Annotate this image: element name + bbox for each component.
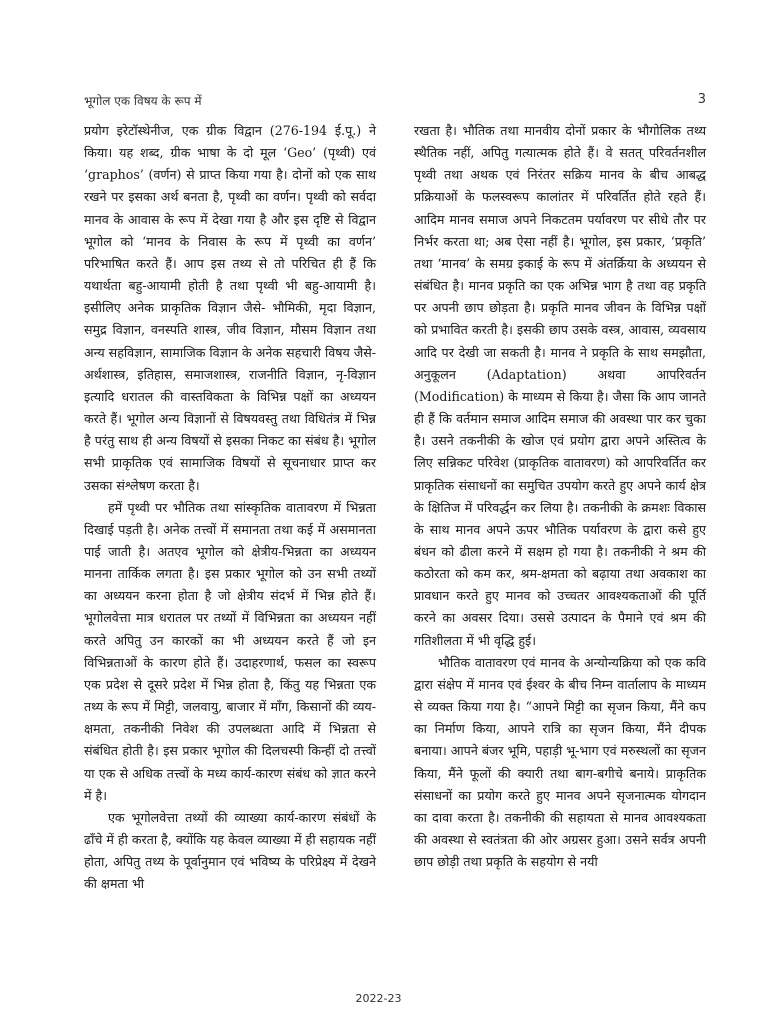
footer-year: 2022-23 [355,992,402,1005]
chapter-title: भूगोल एक विषय के रूप में [84,94,202,108]
left-column [84,120,376,895]
paragraph: रखता है। भौतिक तथा मानवीय दोनों प्रकार के भौगोलिक तथ्य स्थैतिक नहीं, अपितु गत्यात्मक होते हैं। वे सतत् परिवर्तनशील पृथ्वी तथा अथक एवं निरंतर सक्रिय मानव के बीच आबद्ध प्रक्रियाओं के फलस्वरूप कालांतर में परिवर्तित होते रहते हैं। आदिम मानव समाज अपने निकटतम पर्यावरण पर सीधे तौर पर निर्भर करता था; अब ऐसा नहीं है। भूगोल, इस प्रकार, ‘प्रकृति’ तथा ‘मानव’ के समग्र इकाई के रूप में अंतर्क्रिया के अध्ययन से संबंधित है। मानव प्रकृति का एक अभिन्न भाग है तथा वह प्रकृति पर अपनी छाप छोड़ता है। प्रकृति मानव जीवन के विभिन्न पक्षों को प्रभावित करती है। इसकी छाप उसके वस्त्र, आवास, व्यवसाय आदि पर देखी जा सकती है। मानव ने प्रकृति के साथ समझौता, अनुकूलन (Adaptation) अथवा आपरिवर्तन (Modification) के माध्यम से किया है। जैसा कि आप जानते ही हैं कि वर्तमान समाज आदिम समाज की अवस्था पार कर चुका है। उसने तकनीकी के खोज एवं प्रयोग द्वारा अपने अस्तित्व के लिए सन्निकट परिवेश (प्राकृतिक वातावरण) को आपरिवर्तित कर प्राकृतिक संसाधनों का समुचित उपयोग करते हुए अपने कार्य क्षेत्र के क्षितिज में परिवर्द्धन कर लिया है। तकनीकी के क्रमशः विकास के साथ मानव अपने ऊपर भौतिक पर्यावरण के द्वारा कसे हुए बंधन को ढीला करने में सक्षम हो गया है। तकनीकी ने श्रम की कठोरता को कम कर, श्रम-क्षमता को बढ़ाया तथा अवकाश का प्रावधान करते हुए मानव को उच्चतर आवश्यकताओं की पूर्ति करने का अवसर दिया। उससे उत्पादन के पैमाने एवं श्रम की गतिशीलता में भी वृद्धि हुई। [414,123,706,648]
paragraph: एक भूगोलवेत्ता तथ्यों की व्याख्या कार्य-कारण संबंधों के ढाँचे में ही करता है, क्योंकि यह केवल व्याख्या में ही सहायक नहीं होता, अपितु तथ्य के पूर्वानुमान एवं भविष्य के परिप्रेक्ष्य में देखने की क्षमता भी [84,809,376,892]
paragraph: भौतिक वातावरण एवं मानव के अन्योन्यक्रिया को एक कवि द्वारा संक्षेप में मानव एवं ईश्वर के बीच निम्न वार्तालाप के माध्यम से व्यक्त किया गया है। “आपने मिट्टी का सृजन किया, मैंने कप का निर्माण किया, आपने रात्रि का सृजन किया, मैंने दीपक बनाया। आपने बंजर भूमि, पहाड़ी भू-भाग एवं मरुस्थलों का सृजन किया, मैंने फूलों की क्यारी तथा बाग-बगीचे बनाये। प्राकृतिक संसाधनों का प्रयोग करते हुए मानव अपने सृजनात्मक योगदान का दावा करता है। तकनीकी की सहायता से मानव आवश्यकता की अवस्था से स्वतंत्रता की ओर अग्रसर हुआ। उसने सर्वत्र अपनी छाप छोड़ी तथा प्रकृति के सहयोग से नयी [414,654,706,870]
page-number: 3 [697,92,706,107]
paragraph: प्रयोग इरेटॉस्थेनीज, एक ग्रीक विद्वान (276-194 ई.पू.) ने किया। यह शब्द, ग्रीक भाषा के दो मूल ‘Geo’ (पृथ्वी) एवं ‘graphos’ (वर्णन) से प्राप्त किया गया है। दोनों को एक साथ रखने पर इसका अर्थ बनता है, पृथ्वी का वर्णन। पृथ्वी को सर्वदा मानव के आवास के रूप में देखा गया है और इस दृष्टि से विद्वान भूगोल को ‘मानव के निवास के रूप में पृथ्वी का वर्णन’ परिभाषित करते हैं। आप इस तथ्य से तो परिचित ही हैं कि यथार्थता बहु-आयामी होती है तथा पृथ्वी भी बहु-आयामी है। इसीलिए अनेक प्राकृतिक विज्ञान जैसे- भौमिकी, मृदा विज्ञान, समुद्र विज्ञान, वनस्पति शास्त्र, जीव विज्ञान, मौसम विज्ञान तथा अन्य सहविज्ञान, सामाजिक विज्ञान के अनेक सहचारी विषय जैसे- अर्थशास्त्र, इतिहास, समाजशास्त्र, राजनीति विज्ञान, नृ-विज्ञान इत्यादि धरातल की वास्तविकता के विभिन्न पक्षों का अध्ययन करते हैं। भूगोल अन्य विज्ञानों से विषयवस्तु तथा विधितंत्र में भिन्न है परंतु साथ ही अन्य विषयों से इसका निकट का संबंध है। भूगोल सभी प्राकृतिक एवं सामाजिक विषयों से सूचनाधार प्राप्त कर उसका संश्लेषण करता है। [84,123,376,493]
paragraph: हमें पृथ्वी पर भौतिक तथा सांस्कृतिक वातावरण में भिन्नता दिखाई पड़ती है। अनेक तत्त्वों में समानता तथा कई में असमानता पाई जाती है। अतएव भूगोल को क्षेत्रीय-भिन्नता का अध्ययन मानना तार्किक लगता है। इस प्रकार भूगोल को उन सभी तथ्यों का अध्ययन करना होता है जो क्षेत्रीय संदर्भ में भिन्न होते हैं। भूगोलवेत्ता मात्र धरातल पर तथ्यों में विभिन्नता का अध्ययन नहीं करते अपितु उन कारकों का भी अध्ययन करते हैं जो इन विभिन्नताओं के कारण होते हैं। उदाहरणार्थ, फसल का स्वरूप एक प्रदेश से दूसरे प्रदेश में भिन्न होता है, किंतु यह भिन्नता एक तथ्य के रूप में मिट्टी, जलवायु, बाजार में माँग, किसानों की व्यय-क्षमता, तकनीकी निवेश की उपलब्धता आदि में भिन्नता से संबंधित होती है। इस प्रकार भूगोल की दिलचस्पी किन्हीं दो तत्त्वों या एक से अधिक तत्त्वों के मध्य कार्य-कारण संबंध को ज्ञात करने में है। [84,499,376,803]
right-column [414,120,706,873]
